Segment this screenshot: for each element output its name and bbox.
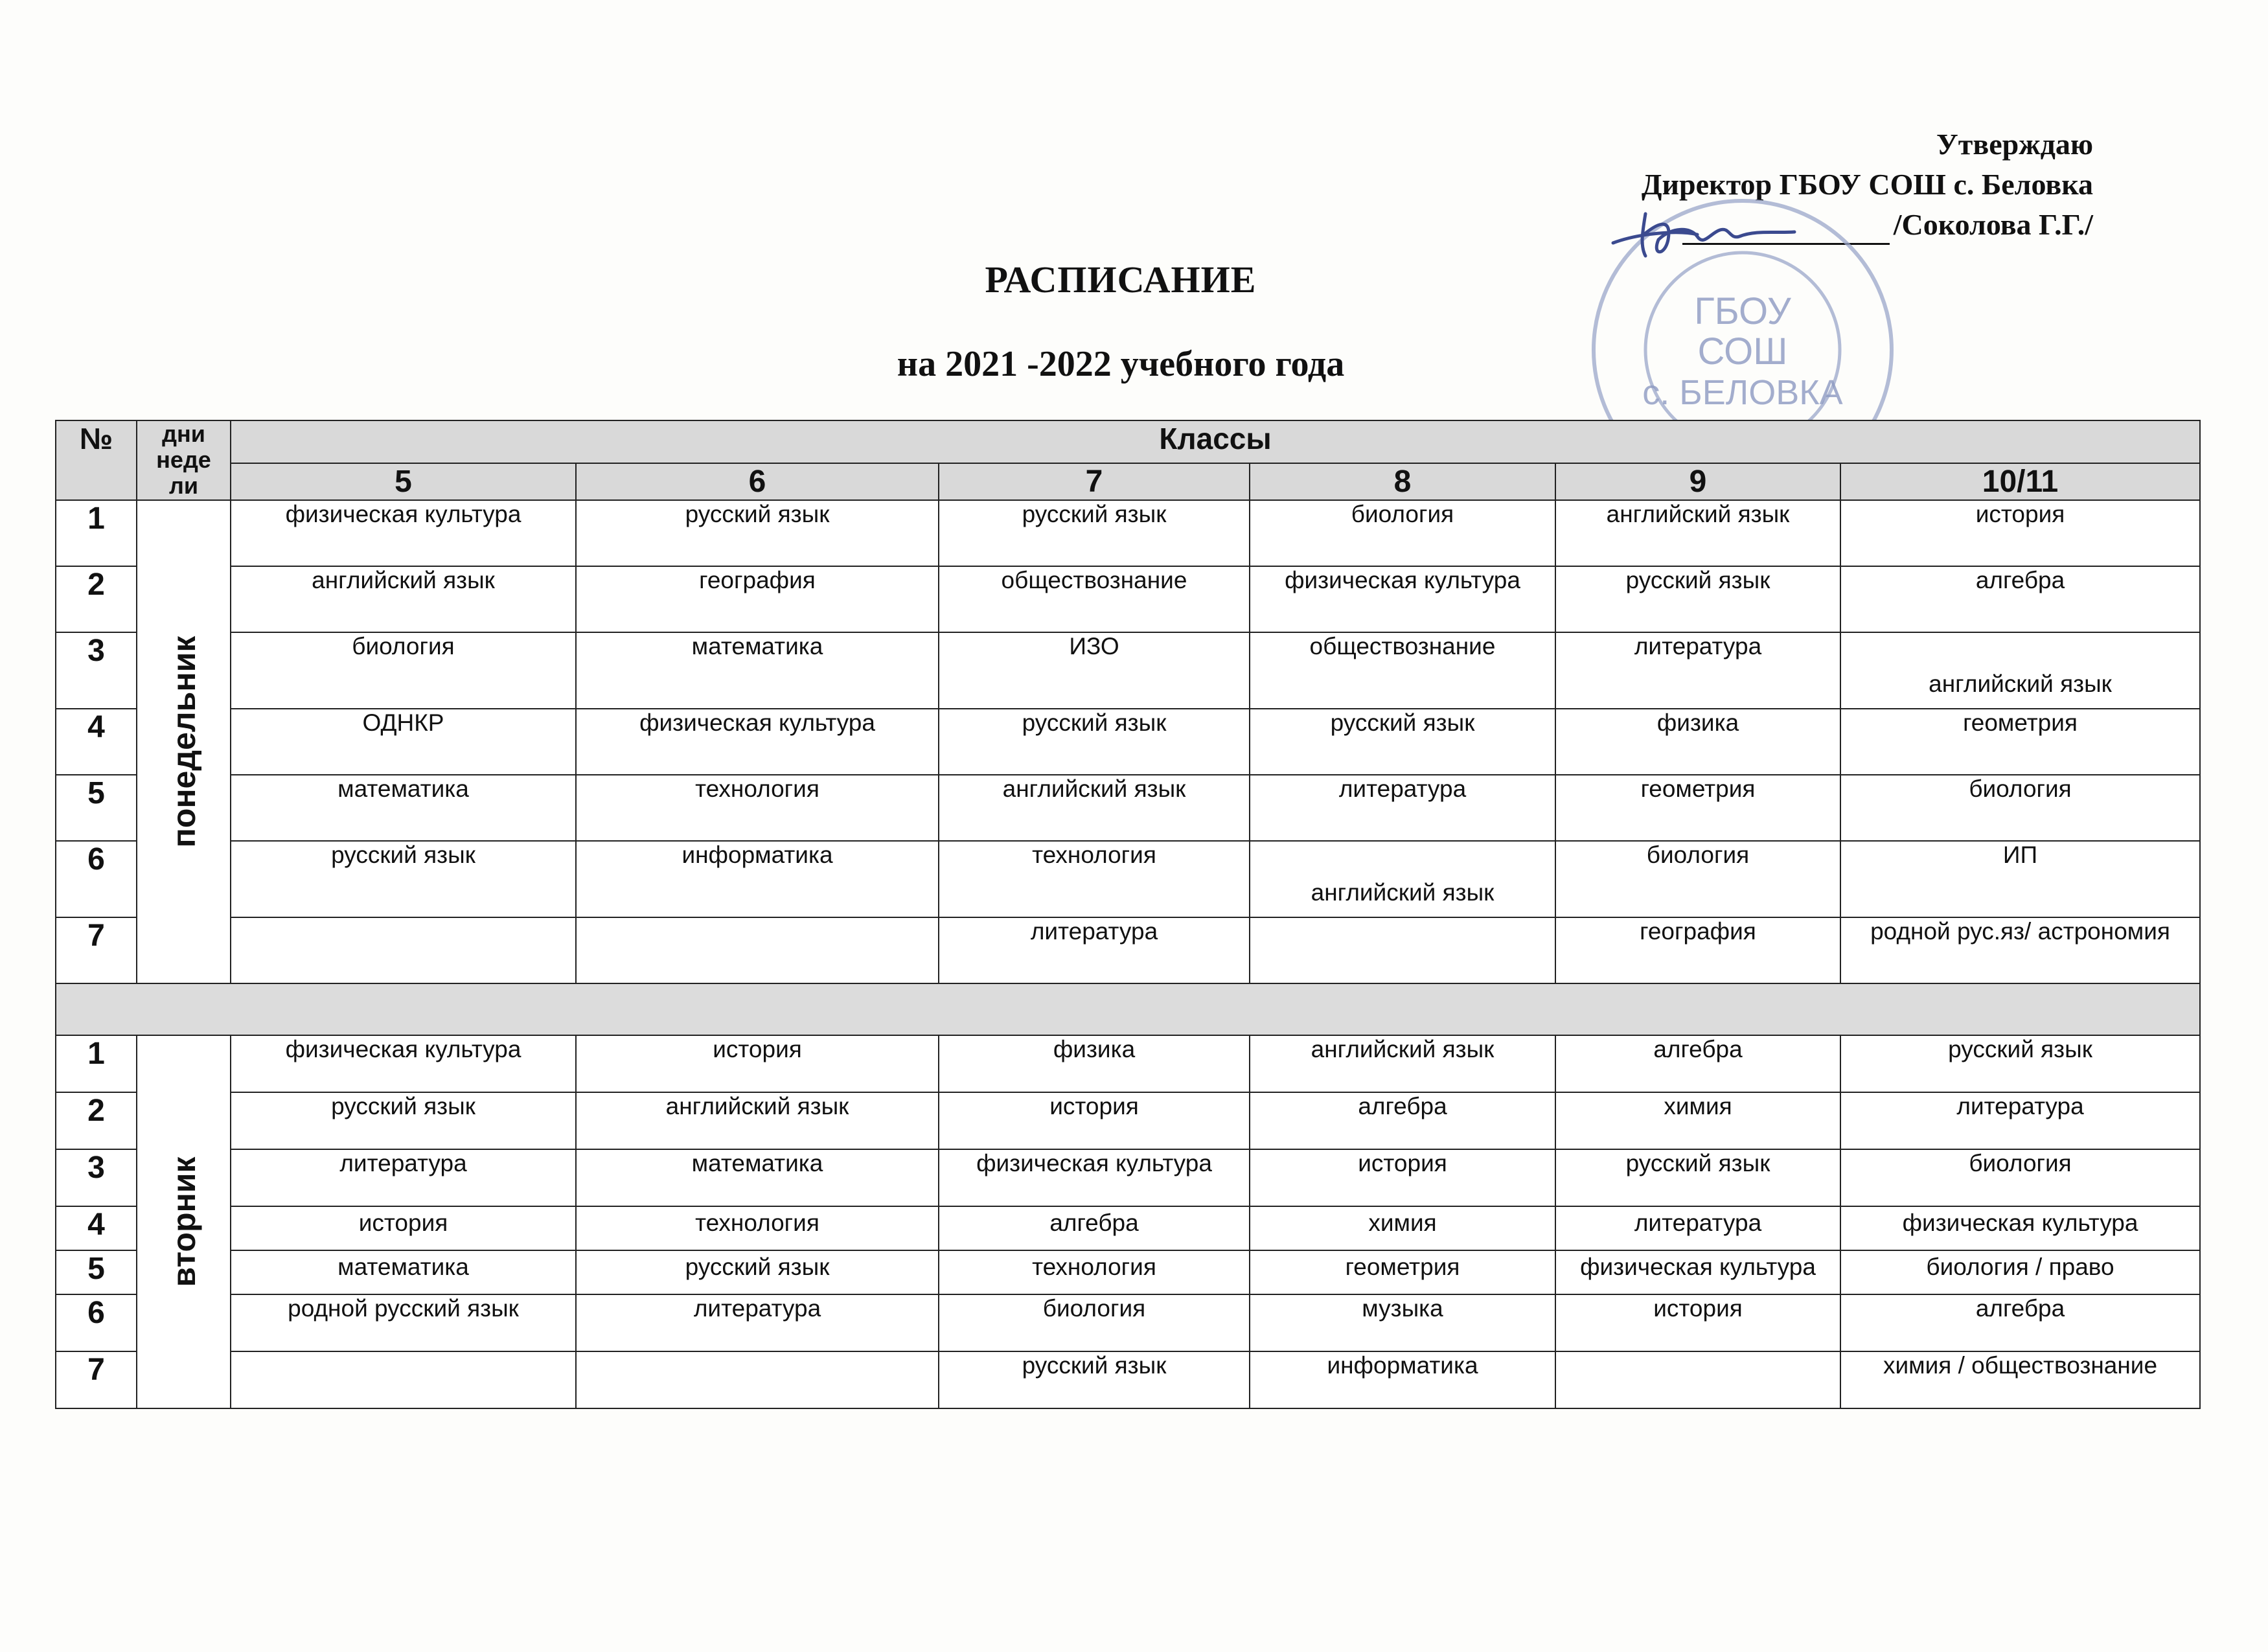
lesson-row xyxy=(56,1294,2200,1351)
subject-cell: алгебра xyxy=(1840,566,2200,632)
lesson-number: 6 xyxy=(56,1294,137,1351)
subject-cell: обществознание xyxy=(1250,632,1555,709)
subject-cell: родной русский язык xyxy=(231,1294,576,1351)
lesson-number: 5 xyxy=(56,1250,137,1294)
subject-cell: ИЗО xyxy=(939,632,1250,709)
subject-cell: физическая культура xyxy=(939,1149,1250,1206)
lesson-row xyxy=(56,841,2200,917)
lesson-row xyxy=(56,1351,2200,1408)
header-days-line: дни xyxy=(162,420,205,447)
lesson-number: 1 xyxy=(56,1035,137,1092)
subject-cell: алгебра xyxy=(1250,1092,1555,1149)
lesson-number: 1 xyxy=(56,500,137,566)
lesson-number: 2 xyxy=(56,566,137,632)
subject-cell: английский язык xyxy=(576,1092,939,1149)
subject-cell: физика xyxy=(939,1035,1250,1092)
subject-cell: технология xyxy=(939,1250,1250,1294)
subject-cell: литература xyxy=(1555,632,1840,709)
subject-cell: биология xyxy=(939,1294,1250,1351)
subject-cell: история xyxy=(231,1206,576,1250)
lesson-number: 4 xyxy=(56,709,137,775)
subject-cell: английский язык xyxy=(1250,1035,1555,1092)
header-number: № xyxy=(56,420,137,500)
lesson-number: 4 xyxy=(56,1206,137,1250)
subject-cell: математика xyxy=(576,1149,939,1206)
subject-cell: физическая культура xyxy=(231,1035,576,1092)
subject-cell: литература xyxy=(939,917,1250,983)
subject-cell: математика xyxy=(231,1250,576,1294)
subject-cell xyxy=(231,1351,576,1408)
class-header: 10/11 xyxy=(1840,463,2200,500)
subject-cell: ОДНКР xyxy=(231,709,576,775)
lesson-row xyxy=(56,775,2200,841)
document-subtitle: на 2021 -2022 учебного года xyxy=(897,344,1345,384)
document-title: РАСПИСАНИЕ xyxy=(985,258,1257,301)
subject-cell: математика xyxy=(231,775,576,841)
subject-cell: русский язык xyxy=(576,1250,939,1294)
day-name-cell xyxy=(137,500,231,983)
subject-cell: технология xyxy=(576,775,939,841)
schedule-table xyxy=(55,420,2201,1409)
header-classes: Классы xyxy=(231,420,2200,463)
lesson-row xyxy=(56,1035,2200,1092)
lesson-row xyxy=(56,1149,2200,1206)
subject-cell: русский язык xyxy=(1555,1149,1840,1206)
subject-cell: биология xyxy=(1840,775,2200,841)
day-separator xyxy=(56,983,2200,1035)
subject-cell: ИП xyxy=(1840,841,2200,917)
subject-cell: биология xyxy=(231,632,576,709)
class-header: 5 xyxy=(231,463,576,500)
subject-cell: физическая культура xyxy=(1840,1206,2200,1250)
subject-cell: русский язык xyxy=(1840,1035,2200,1092)
subject-cell: английский язык xyxy=(1555,500,1840,566)
day-name: вторник xyxy=(165,1156,202,1287)
subject-cell: литература xyxy=(1840,1092,2200,1149)
subject-cell: история xyxy=(1555,1294,1840,1351)
subject-cell: литература xyxy=(576,1294,939,1351)
lesson-number: 2 xyxy=(56,1092,137,1149)
day-separator-row xyxy=(56,983,2200,1035)
subject-cell xyxy=(576,1351,939,1408)
subject-cell: литература xyxy=(1555,1206,1840,1250)
subject-cell: алгебра xyxy=(1555,1035,1840,1092)
subject-cell: информатика xyxy=(1250,1351,1555,1408)
subject-cell: геометрия xyxy=(1250,1250,1555,1294)
subject-cell: биология xyxy=(1555,841,1840,917)
subject-cell: история xyxy=(576,1035,939,1092)
lesson-row xyxy=(56,1206,2200,1250)
subject-cell: русский язык xyxy=(1555,566,1840,632)
subject-cell: обществознание xyxy=(939,566,1250,632)
subject-cell: русский язык xyxy=(576,500,939,566)
subject-cell: английский язык xyxy=(939,775,1250,841)
subject-cell: русский язык xyxy=(939,500,1250,566)
lesson-number: 7 xyxy=(56,1351,137,1408)
subject-cell: технология xyxy=(939,841,1250,917)
subject-cell: математика xyxy=(576,632,939,709)
subject-cell: биология / право xyxy=(1840,1250,2200,1294)
subject-cell xyxy=(1555,1351,1840,1408)
stamp-text-2: СОШ xyxy=(1697,330,1788,373)
subject-cell: алгебра xyxy=(1840,1294,2200,1351)
class-header: 6 xyxy=(576,463,939,500)
lesson-number: 7 xyxy=(56,917,137,983)
subject-cell: русский язык xyxy=(939,709,1250,775)
lesson-row xyxy=(56,1092,2200,1149)
subject-cell xyxy=(231,917,576,983)
subject-cell: физическая культура xyxy=(1555,1250,1840,1294)
stamp-text-3: с. БЕЛОВКА xyxy=(1642,373,1843,412)
subject-cell: биология xyxy=(1840,1149,2200,1206)
subject-cell: история xyxy=(1840,500,2200,566)
header-days-line: ли xyxy=(169,472,198,499)
subject-cell: музыка xyxy=(1250,1294,1555,1351)
subject-cell: физическая культура xyxy=(576,709,939,775)
lesson-row xyxy=(56,500,2200,566)
schedule-body xyxy=(56,500,2200,1408)
lesson-number: 3 xyxy=(56,632,137,709)
subject-cell: химия xyxy=(1555,1092,1840,1149)
subject-cell: литература xyxy=(231,1149,576,1206)
subject-cell: английский язык xyxy=(231,566,576,632)
director-title: Директор ГБОУ СОШ с. Беловка xyxy=(1641,168,2093,201)
approval-line: Утверждаю xyxy=(1936,128,2093,161)
class-header: 8 xyxy=(1250,463,1555,500)
subject-cell: физическая культура xyxy=(1250,566,1555,632)
subject-cell: русский язык xyxy=(1250,709,1555,775)
header-days-line: неде xyxy=(156,446,211,473)
lesson-row xyxy=(56,709,2200,775)
subject-cell: технология xyxy=(576,1206,939,1250)
subject-cell: алгебра xyxy=(939,1206,1250,1250)
subject-cell xyxy=(576,917,939,983)
lesson-number: 5 xyxy=(56,775,137,841)
class-header: 9 xyxy=(1555,463,1840,500)
subject-cell: геометрия xyxy=(1840,709,2200,775)
class-header: 7 xyxy=(939,463,1250,500)
subject-cell: физика xyxy=(1555,709,1840,775)
subject-cell: информатика xyxy=(576,841,939,917)
subject-cell xyxy=(1250,917,1555,983)
subject-cell: химия / обществознание xyxy=(1840,1351,2200,1408)
header-days xyxy=(137,420,231,500)
lesson-number: 6 xyxy=(56,841,137,917)
subject-cell: русский язык xyxy=(231,1092,576,1149)
lesson-row xyxy=(56,632,2200,709)
subject-cell: родной рус.яз/ астрономия xyxy=(1840,917,2200,983)
day-name-cell xyxy=(137,1035,231,1408)
subject-cell: русский язык xyxy=(939,1351,1250,1408)
subject-cell: английский язык xyxy=(1840,632,2200,709)
subject-cell: литература xyxy=(1250,775,1555,841)
subject-cell: биология xyxy=(1250,500,1555,566)
subject-cell: история xyxy=(1250,1149,1555,1206)
subject-cell: геометрия xyxy=(1555,775,1840,841)
subject-cell: география xyxy=(1555,917,1840,983)
subject-cell: английский язык xyxy=(1250,841,1555,917)
subject-cell: химия xyxy=(1250,1206,1555,1250)
day-name: понедельник xyxy=(165,636,202,848)
director-name: /Соколова Г.Г./ xyxy=(1893,208,2093,241)
stamp-text-1: ГБОУ xyxy=(1694,290,1791,332)
subject-cell: физическая культура xyxy=(231,500,576,566)
lesson-row xyxy=(56,1250,2200,1294)
subject-cell: русский язык xyxy=(231,841,576,917)
subject-cell: география xyxy=(576,566,939,632)
lesson-row xyxy=(56,917,2200,983)
lesson-number: 3 xyxy=(56,1149,137,1206)
lesson-row xyxy=(56,566,2200,632)
subject-cell: история xyxy=(939,1092,1250,1149)
